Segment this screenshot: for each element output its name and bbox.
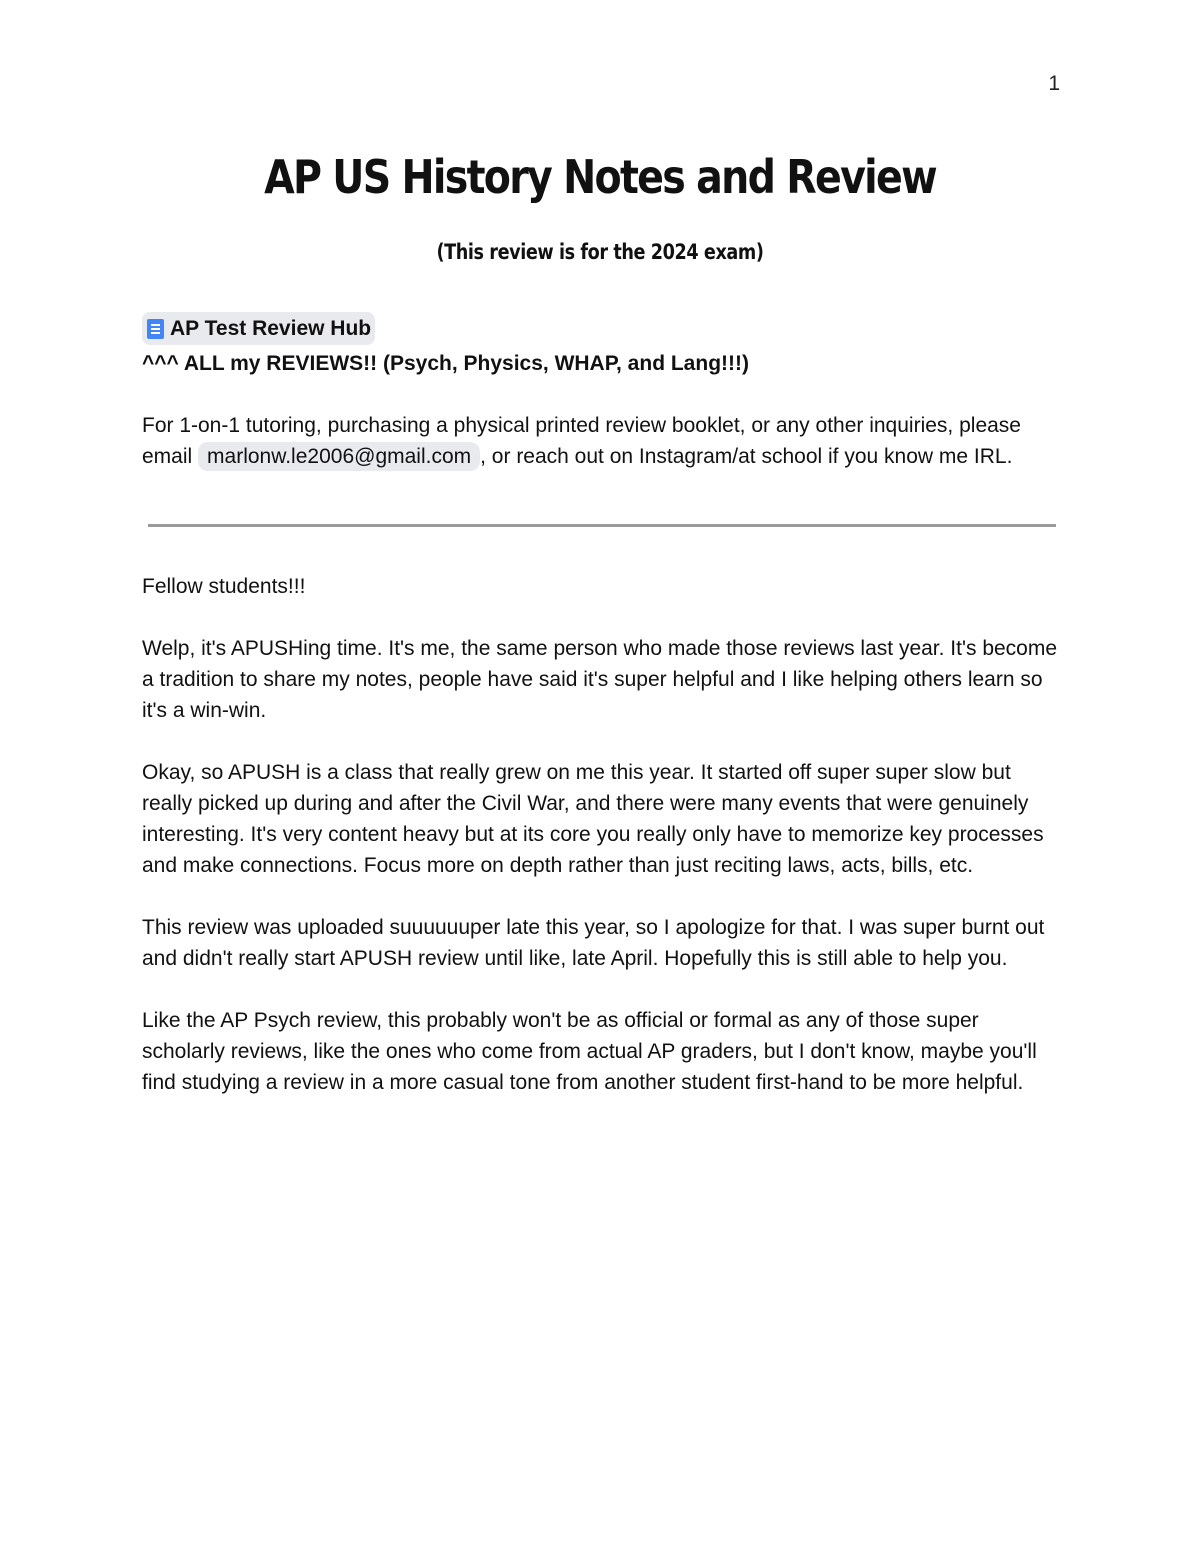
hub-link-line <box>142 312 1060 348</box>
review-hub-link-label: AP Test Review Hub <box>170 317 372 340</box>
greeting: Fellow students!!! <box>142 574 306 598</box>
all-reviews-line: ^^^ ALL my REVIEWS!! (Psych, Physics, WHAP, and Lang!!!) <box>142 351 749 375</box>
document-body <box>142 312 1060 1098</box>
contact-text-before: For 1-on-1 tutoring, purchasing a physical printed review booklet, or any other inquiries, please email <box>142 413 1021 468</box>
paragraph-2: Okay, so APUSH is a class that really grew on me this year. It started off super super slow but really picked up during and after the Civil War, and there were many events that were genuinely interesting. It's very content heavy but at its core you really only have to memorize key processes and make connections. Focus more on depth rather than just reciting laws, acts, bills, etc. <box>142 760 1044 877</box>
email-chip[interactable]: marlonw.le2006@gmail.com <box>198 442 480 471</box>
paragraph-3: This review was uploaded suuuuuuper late this year, so I apologize for that. I was super burnt out and didn't really start APUSH review until like, late April. Hopefully this is still able to help you. <box>142 915 1045 970</box>
review-hub-link[interactable] <box>142 312 375 345</box>
page-title: AP US History Notes and Review <box>264 150 936 204</box>
contact-text-after: , or reach out on Instagram/at school if you know me IRL. <box>480 444 1013 468</box>
contact-paragraph <box>142 410 1060 472</box>
page-subtitle: (This review is for the 2024 exam) <box>436 240 764 264</box>
horizontal-divider <box>148 524 1056 527</box>
page-number: 1 <box>1048 72 1060 95</box>
google-doc-icon <box>147 319 164 339</box>
paragraph-1: Welp, it's APUSHing time. It's me, the same person who made those reviews last year. It's become a tradition to share my notes, people have said it's super helpful and I like helping others learn so it's a win-win. <box>142 636 1058 722</box>
intro-section <box>142 571 1060 1098</box>
paragraph-4: Like the AP Psych review, this probably won't be as official or formal as any of those super scholarly reviews, like the ones who come from actual AP graders, but I don't know, maybe you'll find studying a review in a more casual tone from another student first-hand to be more helpful. <box>142 1008 1037 1094</box>
